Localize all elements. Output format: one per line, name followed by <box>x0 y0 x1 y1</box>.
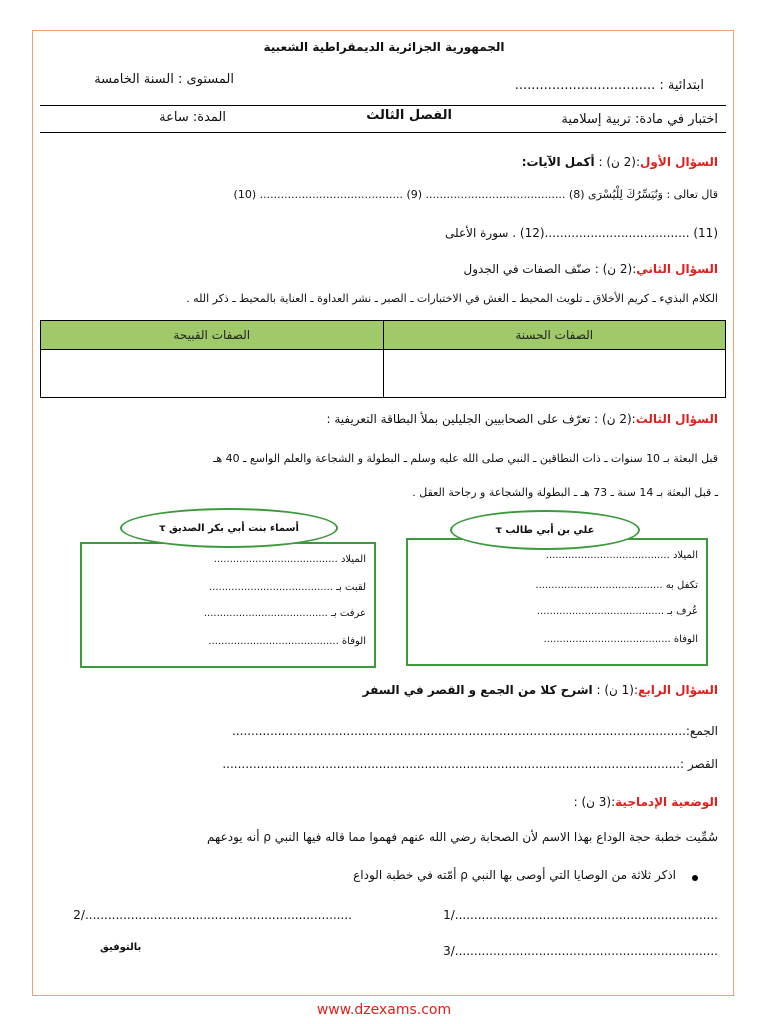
integration-title: الوضعية الإدماجية <box>615 795 718 809</box>
card-asma <box>80 542 376 668</box>
q2-traits-list: الكلام البذيء ـ كريم الأخلاق ـ تلويث المحيط ـ الغش في الاختبارات ـ الصبر ـ نشر العداوة ـ العناية بالمحيط ـ ذكر الله . <box>186 292 718 305</box>
ali-known-line[interactable]: عُرف بـ ........................................ <box>536 606 698 617</box>
asma-birth-line[interactable]: الميلاد ....................................... <box>213 554 366 565</box>
q1-points: :(2 ن) : <box>594 155 641 169</box>
footer-url[interactable]: www.dzexams.com <box>316 1002 452 1018</box>
jam-answer-line[interactable]: الجمع:....................................................................................................................... <box>231 724 718 738</box>
asma-death-line[interactable]: الوفاة ......................................... <box>208 636 366 647</box>
q1-verse-line1: قال تعالى : وَنُيَسِّرُكَ لِلْيُسْرَى (8) ........................................ (9) ......................................... (10) <box>233 188 718 201</box>
q2-title: السؤال الثاني <box>636 262 718 276</box>
q2-heading <box>464 262 718 276</box>
answer-line-3[interactable]: 3/..................................................................... <box>443 944 718 958</box>
answer-line-2[interactable]: 2/...................................................................... <box>73 908 352 922</box>
col-bad-header: الصفات القبيحة <box>41 321 384 350</box>
qasr-answer-line[interactable]: القصر :........................................................................................................................ <box>222 757 718 771</box>
page-frame <box>32 30 734 996</box>
q1-verse-line2: (11) ......................................(12) . سورة الأعلى <box>445 226 718 240</box>
q1-instruction: أكمل الآيات: <box>521 155 595 169</box>
q3-clues-line2: ـ قبل البعثة بـ 14 سنة ـ 73 هـ ـ البطولة والشجاعة و رجاحة العقل . <box>412 486 718 499</box>
q2-instruction: صنّف الصفات في الجدول <box>463 262 591 276</box>
oval-ali: علي بن أبي طالب τ <box>450 510 640 550</box>
oval-asma: أسماء بنت أبي بكر الصديق τ <box>120 508 338 548</box>
q4-title: السؤال الرابع <box>638 683 718 697</box>
q4-points: :(1 ن) : <box>592 683 639 697</box>
asma-known-line[interactable]: عرفت بـ ....................................... <box>203 608 366 619</box>
answer-line-1[interactable]: 1/..................................................................... <box>443 908 718 922</box>
bullet-icon <box>692 875 698 881</box>
ali-guardian-line[interactable]: تكفل به ........................................ <box>535 580 698 591</box>
q3-points: :(2 ن) : <box>590 412 636 426</box>
q3-heading <box>326 412 718 426</box>
q4-instruction: اشرح كلا من الجمع و القصر في السفر <box>362 683 593 697</box>
school-field: ابتدائية : .................................. <box>514 78 704 93</box>
asma-nickname-line[interactable]: لقبت بـ ....................................... <box>209 582 366 593</box>
q1-heading <box>522 155 718 169</box>
bad-traits-cell[interactable] <box>41 350 384 398</box>
term-label: الفصل الثالث <box>366 108 452 123</box>
integration-heading <box>574 795 718 809</box>
ali-birth-line[interactable]: الميلاد ....................................... <box>545 550 698 561</box>
card-ali <box>406 538 708 666</box>
q3-title: السؤال الثالث <box>635 412 718 426</box>
q3-instruction: تعرّف على الصحابيين الجليلين بملأ البطاقة التعريفية : <box>326 412 591 426</box>
q4-heading <box>363 683 718 697</box>
q3-clues-line1: قبل البعثة بـ 10 سنوات ـ ذات النطاقين ـ النبي صلى الله عليه وسلم ـ البطولة و الشجاعة والعلم الواسع ـ 40 هـ <box>213 452 718 465</box>
qualities-table <box>40 320 726 398</box>
duration-label: المدة: ساعة <box>159 110 226 125</box>
republic-title: الجمهورية الجزائرية الديمقراطية الشعبية <box>263 40 505 54</box>
q1-title: السؤال الأول <box>640 155 718 169</box>
ali-death-line[interactable]: الوفاة ........................................ <box>543 634 698 645</box>
level-label: المستوى : السنة الخامسة <box>94 72 234 87</box>
integration-context: سُمِّيت خطبة حجة الوداع بهذا الاسم لأن الصحابة رضي الله عنهم فهموا مما قاله فيها النبي ρ أنه يودعهم <box>207 830 718 844</box>
integration-points: :(3 ن) : <box>573 795 616 809</box>
q2-points: :(2 ن) : <box>590 262 637 276</box>
good-traits-cell[interactable] <box>383 350 726 398</box>
col-good-header: الصفات الحسنة <box>383 321 726 350</box>
exam-subject: اختبار في مادة: تربية إسلامية <box>561 112 718 127</box>
header-divider-top <box>40 105 726 106</box>
integration-task: اذكر ثلاثة من الوصايا التي أوصى بها النبي ρ أمّته في خطبة الوداع <box>353 868 676 882</box>
header-divider-bottom <box>40 132 726 133</box>
good-luck-label: بالتوفيق <box>100 942 142 953</box>
